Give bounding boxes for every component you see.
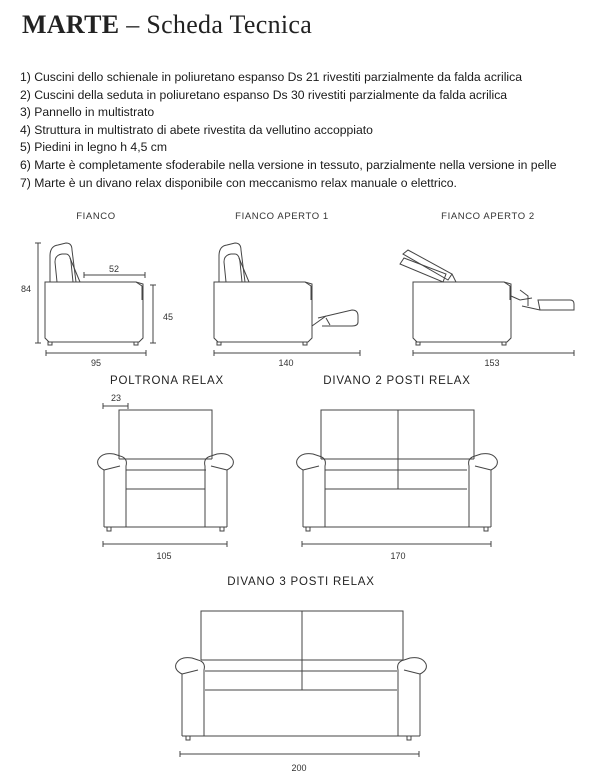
spec-item: 3) Pannello in multistrato	[20, 105, 155, 120]
dim-height-total: 84	[20, 284, 31, 294]
title-separator: –	[126, 10, 140, 39]
title-subtitle: Scheda Tecnica	[146, 10, 313, 39]
dim-seat-depth: 52	[108, 264, 119, 274]
side-view-aperto1-drawing	[214, 243, 360, 356]
label-fianco-aperto-1: FIANCO APERTO 1	[235, 211, 329, 222]
front-view-divano3-drawing	[176, 611, 427, 757]
label-divano-3-posti: DIVANO 3 POSTI RELAX	[227, 576, 375, 588]
dim-width-poltrona: 105	[156, 551, 172, 561]
dim-depth-fianco: 95	[90, 358, 101, 368]
label-fianco: FIANCO	[76, 211, 116, 222]
label-poltrona-relax: POLTRONA RELAX	[110, 375, 224, 387]
spec-item: 7) Marte è un divano relax disponibile con meccanismo relax manuale o elettrico.	[20, 175, 457, 190]
brand-name: MARTE	[22, 10, 120, 39]
dim-depth-aperto-1: 140	[278, 358, 294, 368]
front-view-divano2-drawing	[297, 410, 498, 547]
side-view-aperto2-drawing	[400, 250, 574, 356]
dim-width-divano-3: 200	[291, 763, 307, 773]
label-fianco-aperto-2: FIANCO APERTO 2	[441, 211, 535, 222]
label-divano-2-posti: DIVANO 2 POSTI RELAX	[323, 375, 471, 387]
dim-depth-aperto-2: 153	[484, 358, 500, 368]
spec-item: 5) Piedini in legno h 4,5 cm	[20, 140, 168, 155]
spec-item: 1) Cuscini dello schienale in poliuretano espanso Ds 21 rivestiti parzialmente da falda acrilica	[20, 70, 522, 84]
spec-item: 6) Marte è completamente sfoderabile nella versione in tessuto, parzialmente nella versione in pelle	[20, 157, 557, 172]
dim-width-divano-2: 170	[390, 551, 406, 561]
spec-item: 2) Cuscini della seduta in poliuretano espanso Ds 30 rivestiti parzialmente da falda acrilica	[20, 87, 508, 102]
front-view-poltrona-drawing	[98, 403, 234, 547]
spec-item: 4) Struttura in multistrato di abete rivestita da vellutino accoppiato	[20, 122, 373, 137]
side-view-fianco-drawing	[35, 243, 156, 356]
dim-arm-width: 23	[110, 393, 121, 403]
dim-seat-height: 45	[162, 312, 173, 322]
